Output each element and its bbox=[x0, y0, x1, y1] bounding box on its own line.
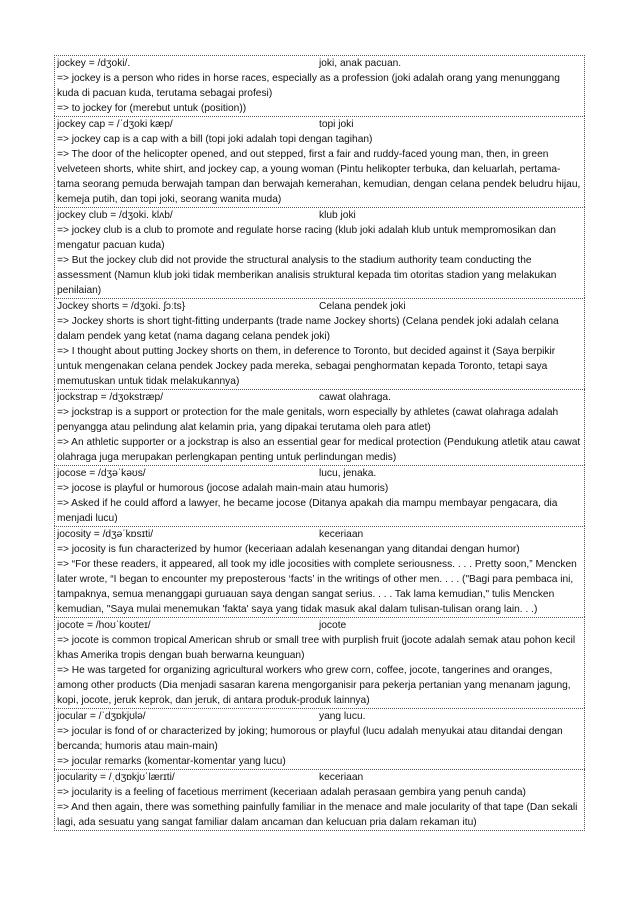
entry-definition: => jocosity is fun characterized by humor (keceriaan adalah kesenangan yang ditandai dengan humor) bbox=[57, 544, 520, 555]
entry-headword-row bbox=[57, 56, 582, 71]
entry-translation: yang lucu. bbox=[319, 711, 366, 722]
entry-example: => “For these readers, it appeared, all took my idle jocosities with complete seriousness. . . . Pretty soon,” Mencken later wrote, “I began to encounter my preposterous ‘facts’ in the writings of other men. . . . ("Bagi para pembaca ini, tampaknya, semua menanggapi guruauan saya dengan sangat serius. . . . Tak lama kemudian," tulis Mencken kemudian, "Saya mulai menemukan 'fakta' saya yang tidak masuk akal dalam tulisan-tulisan orang lain. . .) bbox=[57, 559, 577, 615]
entry-definition: => jockey club is a club to promote and regulate horse racing (klub joki adalah klub untuk mempromosikan dan mengatur pacuan kuda) bbox=[57, 225, 556, 251]
entry-headword-row bbox=[57, 117, 582, 132]
entry-example: => Asked if he could afford a lawyer, he became jocose (Ditanya apakah dia mampu membayar pengacara, dia menjadi lucu) bbox=[57, 498, 558, 524]
entry-headword-row bbox=[57, 770, 582, 785]
entry-definition: => jockey is a person who rides in horse races, especially as a profession (joki adalah orang yang menunggang kuda di pacuan kuda, terutama sebagai profesi) bbox=[57, 73, 560, 99]
entry-translation: keceriaan bbox=[319, 772, 364, 783]
entry-term: jockstrap = /dʒokstræp/ bbox=[57, 392, 164, 403]
dictionary-entry bbox=[54, 708, 585, 769]
entry-term: jocosity = /dʒəˈkɒsɪti/ bbox=[57, 529, 154, 540]
dictionary-entry bbox=[54, 207, 585, 298]
entry-term: jockey club = /dʒoki. klʌb/ bbox=[57, 210, 173, 221]
entry-term: jocular = /ˈdʒɒkjʊlə/ bbox=[57, 711, 146, 722]
entry-translation: klub joki bbox=[319, 210, 356, 221]
entry-definition: => jockstrap is a support or protection for the male genitals, worn especially by athletes (cawat olahraga adalah penyangga atau pelindung alat kelamin pria, yang dipakai terutama oleh para atlet) bbox=[57, 407, 559, 433]
entry-definition: => jocose is playful or humorous (jocose adalah main-main atau humoris) bbox=[57, 483, 389, 494]
dictionary-entry bbox=[54, 769, 585, 831]
entry-translation: keceriaan bbox=[319, 529, 364, 540]
entry-list bbox=[54, 55, 585, 831]
dictionary-entry bbox=[54, 465, 585, 526]
entry-definition: => jockey cap is a cap with a bill (topi joki adalah topi dengan tagihan) bbox=[57, 134, 373, 145]
entry-example: => He was targeted for organizing agricultural workers who grew corn, coffee, jocote, tangerines and oranges, among other products (Dia menjadi sasaran karena mengorganisir para pekerja pertanian yang menanam jagung, kopi, jocote, jeruk keprok, dan jeruk, di antara produk-produk lainnya) bbox=[57, 665, 571, 706]
entry-definition: => jocularity is a feeling of facetious merriment (keceriaan adalah perasaan gembira yang penuh canda) bbox=[57, 787, 526, 798]
entry-translation: joki, anak pacuan. bbox=[319, 58, 402, 69]
dictionary-entry bbox=[54, 617, 585, 708]
entry-example: => I thought about putting Jockey shorts on them, in deference to Toronto, but decided against it (Saya berpikir untuk mengenakan celana pendek Jockey pada mereka, sebagai penghormatan kepada Toronto, tetapi saya memutuskan untuk tidak melakukannya) bbox=[57, 346, 556, 387]
entry-term: jockey = /dʒoki/. bbox=[57, 58, 131, 69]
entry-term: jocote = /hoʊˈkoʊteɪ/ bbox=[57, 620, 151, 631]
entry-example: => And then again, there was something painfully familiar in the menace and male jocularity of that tape (Dan sekali lagi, ada sesuatu yang sangat familiar dalam ancaman dan kelucuan pria dalam rekaman itu) bbox=[57, 802, 578, 828]
entry-definition: => jocular is fond of or characterized by joking; humorous or playful (lucu adalah menyukai atau ditandai dengan bercanda; humoris atau main-main) bbox=[57, 726, 563, 752]
entry-translation: Celana pendek joki bbox=[319, 301, 406, 312]
entry-term: jockey cap = /ˈdʒoki kæp/ bbox=[57, 119, 173, 130]
entry-definition: => Jockey shorts is short tight-fitting underpants (trade name Jockey shorts) (Celana pendek joki adalah celana dalam pendek yang ketat (nama dagang celana pendek joki) bbox=[57, 316, 559, 342]
entry-headword-row bbox=[57, 709, 582, 724]
dictionary-entry bbox=[54, 389, 585, 465]
entry-headword-row bbox=[57, 466, 582, 481]
entry-headword-row bbox=[57, 390, 582, 405]
dictionary-entry bbox=[54, 526, 585, 617]
entry-definition: => jocote is common tropical American shrub or small tree with purplish fruit (jocote adalah semak atau pohon kecil khas Amerika tropis dengan buah berwarna keunguan) bbox=[57, 635, 576, 661]
dictionary-entry bbox=[54, 116, 585, 207]
entry-example: => The door of the helicopter opened, and out stepped, first a fair and ruddy-faced young man, then, in green velveteen shorts, white shirt, and jockey cap, a young woman (Pintu helikopter terbuka, dan keluarlah, pertama-tama seorang pemuda berwajah tampan dan berwajah kemerahan, kemudian, dengan celana pendek beludru hijau, kemeja putih, dan topi joki, seorang wanita muda) bbox=[57, 149, 581, 205]
entry-translation: topi joki bbox=[319, 119, 354, 130]
entry-example: => But the jockey club did not provide the structural analysis to the stadium authority team conducting the assessment (Namun klub joki tidak memberikan analisis struktural kepada tim otoritas stadion yang melakukan penilaian) bbox=[57, 255, 557, 296]
entry-example: => jocular remarks (komentar-komentar yang lucu) bbox=[57, 756, 286, 767]
entry-headword-row bbox=[57, 618, 582, 633]
entry-term: jocose = /dʒəˈkəʊs/ bbox=[57, 468, 146, 479]
entry-translation: cawat olahraga. bbox=[319, 392, 391, 403]
entry-term: jocularity = /ˌdʒɒkjʊˈlærɪti/ bbox=[57, 772, 175, 783]
entry-headword-row bbox=[57, 299, 582, 314]
entry-translation: lucu, jenaka. bbox=[319, 468, 377, 479]
entry-headword-row bbox=[57, 527, 582, 542]
entry-term: Jockey shorts = /dʒoki. ʃɔːts} bbox=[57, 301, 186, 312]
entry-headword-row bbox=[57, 208, 582, 223]
entry-example: => to jockey for (merebut untuk (position)) bbox=[57, 103, 247, 114]
dictionary-entry bbox=[54, 298, 585, 389]
dictionary-page bbox=[54, 55, 585, 831]
entry-example: => An athletic supporter or a jockstrap is also an essential gear for medical protection (Pendukung atletik atau cawat olahraga juga merupakan perlengkapan penting untuk perlindungan medis) bbox=[57, 437, 581, 463]
entry-translation: jocote bbox=[319, 620, 347, 631]
dictionary-entry bbox=[54, 55, 585, 116]
